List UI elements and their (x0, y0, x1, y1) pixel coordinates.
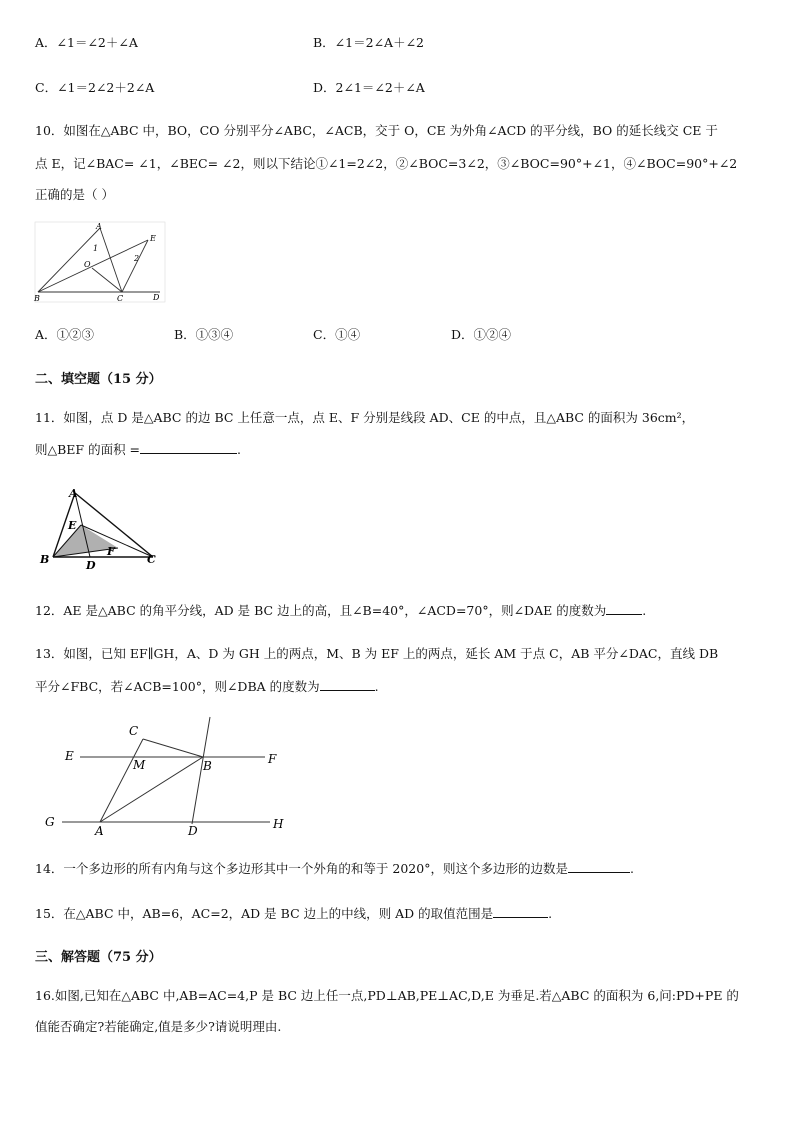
q13-line-1: 13．如图，已知 EF∥GH，A、D 为 GH 上的两点，M、B 为 EF 上的两点，延长 AM 于点 C，AB 平分∠DAC，直线 DB (35, 646, 719, 661)
q10-fig-label-e: E (150, 234, 156, 243)
q11-line-2-end: . (237, 442, 242, 457)
q11-line-2-text: 则△BEF 的面积 = (35, 442, 141, 457)
q12-answer-blank (606, 602, 642, 615)
q9-option-c: C．∠1＝2∠2＋2∠A (35, 80, 155, 95)
q13-fig-label-d: D (188, 824, 198, 838)
q15-end: . (548, 906, 553, 921)
q11-line-1: 11．如图，点 D 是△ABC 的边 BC 上任意一点，点 E、F 分别是线段 AD、CE 的中点，且△ABC 的面积为 36cm²， (35, 410, 695, 425)
q10-option-b: B．①③④ (174, 327, 234, 342)
q10-fig-label-o: O (84, 260, 91, 269)
q11-fig-label-f: F (107, 545, 115, 558)
q10-line-3: 正确的是（ ） (35, 187, 114, 202)
q15-text: 15．在△ABC 中，AB=6，AC=2，AD 是 BC 边上的中线，则 AD 的取值范围是 (35, 906, 494, 921)
q13-fig-label-e: E (65, 749, 74, 763)
q10-line-1: 10．如图在△ABC 中，BO，CO 分别平分∠ABC，∠ACB，交于 O，CE 为外角∠ACD 的平分线，BO 的延长线交 CE 于 (35, 123, 718, 138)
q14-line (35, 860, 634, 877)
section-2-heading: 二、填空题（15 分） (35, 372, 162, 387)
q13-line-2 (35, 678, 379, 695)
q11-fig-label-e: E (68, 519, 77, 532)
q13-fig-label-g: G (45, 815, 55, 829)
q15-line (35, 905, 552, 922)
q10-fig-label-a: A (96, 222, 102, 231)
q13-answer-blank (320, 678, 375, 691)
q9-option-a: A．∠1＝∠2＋∠A (35, 35, 138, 50)
q10-fig-label-c: C (117, 294, 124, 303)
q13-fig-label-a: A (95, 824, 104, 838)
q13-line-2-text: 平分∠FBC，若∠ACB=100°，则∠DBA 的度数为 (35, 679, 320, 694)
q12-text: 12．AE 是△ABC 的角平分线，AD 是 BC 边上的高，且∠B=40°，∠ACD=70°，则∠DAE 的度数为 (35, 603, 607, 618)
q12-end: . (642, 603, 647, 618)
section-3-heading: 三、解答题（75 分） (35, 950, 162, 965)
q10-fig-label-d: D (153, 293, 160, 302)
q10-option-a: A．①②③ (35, 327, 95, 342)
q10-option-c: C．①④ (313, 327, 361, 342)
q13-figure (40, 712, 300, 842)
q11-fig-label-b: B (40, 553, 50, 566)
q9-option-d: D．2∠1＝∠2＋∠A (313, 80, 425, 95)
q11-figure (35, 485, 165, 570)
q10-fig-label-1: 1 (93, 244, 99, 253)
q16-line-2: 值能否确定?若能确定,值是多少?请说明理由. (35, 1019, 282, 1034)
q11-fig-label-d: D (86, 559, 96, 572)
q10-fig-label-2: 2 (134, 254, 140, 263)
q13-line-2-end: . (374, 679, 379, 694)
q16-line-1: 16.如图,已知在△ABC 中,AB=AC=4,P 是 BC 边上任一点,PD⊥AB,PE⊥AC,D,E 为垂足.若△ABC 的面积为 6,问:PD+PE 的 (35, 988, 739, 1003)
q13-fig-label-h: H (273, 817, 284, 831)
q11-fig-label-c: C (147, 553, 156, 566)
q13-fig-label-b: B (203, 759, 212, 773)
q14-text: 14．一个多边形的所有内角与这个多边形其中一个外角的和等于 2020°，则这个多边形的边数是 (35, 861, 568, 876)
q12-line (35, 602, 646, 619)
q9-option-b: B．∠1＝2∠A＋∠2 (313, 35, 424, 50)
q13-fig-label-c: C (129, 724, 139, 738)
q10-fig-label-b: B (34, 294, 40, 303)
q15-answer-blank (493, 905, 548, 918)
q14-end: . (629, 861, 634, 876)
q11-line-2 (35, 441, 241, 458)
q13-fig-label-m: M (133, 758, 146, 772)
q11-fig-label-a: A (69, 487, 78, 500)
q11-answer-blank (140, 441, 237, 454)
q10-figure (30, 220, 170, 305)
q14-answer-blank (568, 860, 630, 873)
q10-option-d: D．①②④ (451, 327, 512, 342)
q10-line-2: 点 E，记∠BAC= ∠1，∠BEC= ∠2，则以下结论①∠1=2∠2，②∠BOC=3∠2，③∠BOC=90°+∠1，④∠BOC=90°+∠2 (35, 156, 738, 171)
q13-fig-label-f: F (268, 752, 277, 766)
